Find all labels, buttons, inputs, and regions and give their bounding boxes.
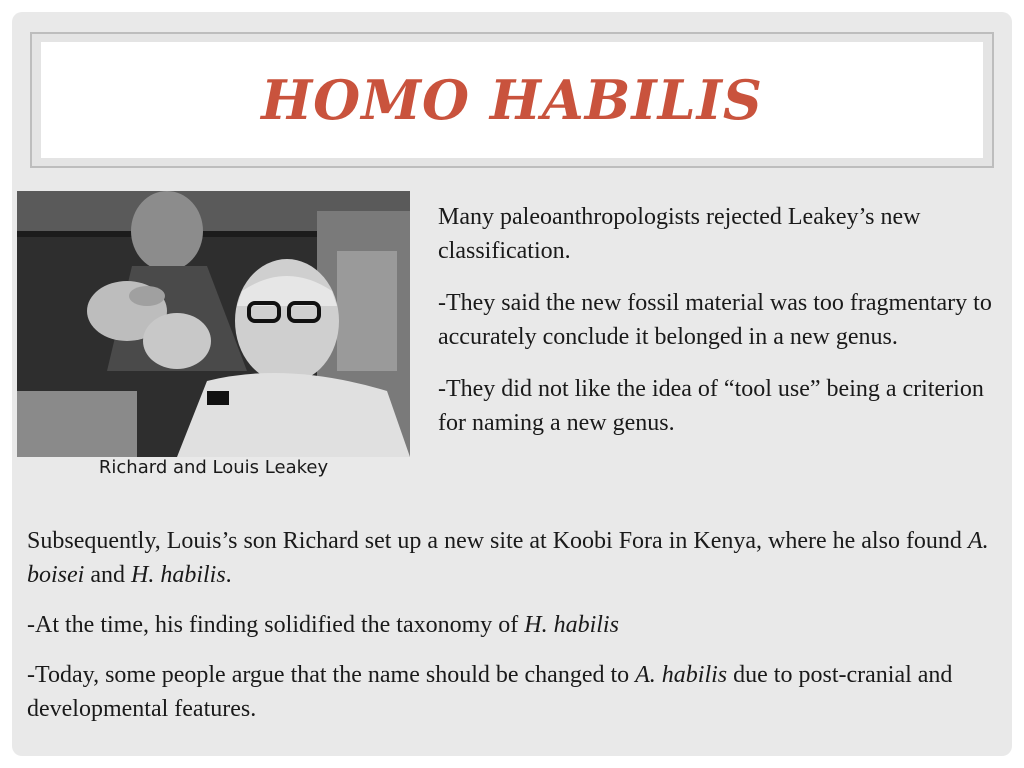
rename-paragraph xyxy=(27,658,1002,726)
bottom-text xyxy=(27,524,1002,742)
right-column-text xyxy=(438,200,1012,458)
rename-reason: due to post-cranial and developmental features. xyxy=(27,662,953,722)
fragmentary-paragraph: -They said the new fossil material was too fragmentary to accurately conclude it belonged in a new genus. xyxy=(438,290,992,350)
rename-text: -Today, some people argue that the name should be changed to xyxy=(27,662,636,688)
taxonomy-text: -At the time, his finding solidified the taxonomy of xyxy=(27,612,525,638)
leakey-photo xyxy=(17,191,410,457)
photo-caption: Richard and Louis Leakey xyxy=(98,457,329,478)
koobi-fora-text: Subsequently, Louis’s son Richard set up a new site at Koobi Fora in Kenya, where he also found xyxy=(27,528,968,554)
taxonomy-species: H. habilis xyxy=(524,612,619,638)
koobi-fora-paragraph xyxy=(27,524,1002,592)
rename-species: A. habilis xyxy=(635,662,728,688)
taxonomy-paragraph xyxy=(27,608,1002,642)
title-frame xyxy=(30,32,994,168)
leakey-photo-illustration xyxy=(17,191,410,457)
slide-title: HOMO HABILIS xyxy=(261,68,763,132)
koobi-fora-and: and xyxy=(84,562,131,588)
koobi-fora-period: . xyxy=(225,562,232,588)
title-box xyxy=(41,42,983,158)
rejection-paragraph: Many paleoanthropologists rejected Leakey’s new classification. xyxy=(438,204,921,264)
slide xyxy=(12,12,1012,756)
tool-use-paragraph: -They did not like the idea of “tool use” being a criterion for naming a new genus. xyxy=(438,376,984,436)
species-a-boisei: A. boisei xyxy=(27,528,989,588)
species-h-habilis: H. habilis xyxy=(130,562,226,588)
